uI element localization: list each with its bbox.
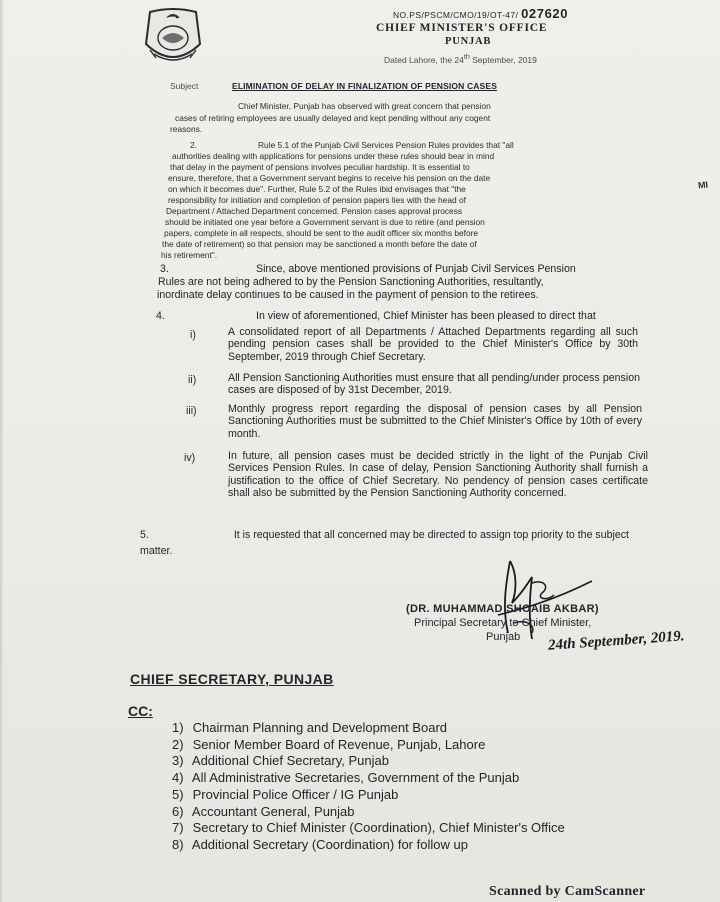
signatory-designation: Principal Secretary to Chief Minister, bbox=[414, 617, 592, 629]
province-name: PUNJAB bbox=[445, 36, 492, 47]
list-item: 3) Additional Chief Secretary, Punjab bbox=[172, 753, 389, 769]
para1-line3: reasons. bbox=[170, 124, 203, 134]
addressee: CHIEF SECRETARY, PUNJAB bbox=[130, 671, 334, 687]
item-ii-text: All Pension Sanctioning Authorities must ensure that all pending/under process pension cases are disposed of by 31st December, 2019. bbox=[228, 372, 640, 397]
list-item: 7) Secretary to Chief Minister (Coordination), Chief Minister's Office bbox=[172, 820, 565, 836]
item-ii-number: ii) bbox=[188, 374, 197, 386]
punjab-emblem-logo bbox=[140, 8, 206, 68]
list-item: 1) Chairman Planning and Development Board bbox=[172, 720, 448, 735]
margin-note: MI bbox=[697, 179, 709, 191]
item-i-text: A consolidated report of all Departments / Attached Departments regarding all such pending pension cases shall be provided to the Chief Minister's Office by 30th September, 2019 through Chief Secretary. bbox=[228, 326, 638, 363]
list-item: 2) Senior Member Board of Revenue, Punjab, Lahore bbox=[172, 736, 486, 752]
para1-line1: Chief Minister, Punjab has observed with great concern that pension bbox=[238, 101, 491, 111]
cc-list bbox=[172, 720, 565, 854]
para2-number: 2. bbox=[190, 140, 197, 150]
item-iv-number: iv) bbox=[184, 452, 196, 464]
list-item: 6) Accountant General, Punjab bbox=[172, 803, 355, 819]
signatory-name: (DR. MUHAMMAD SHOAIB AKBAR) bbox=[406, 603, 599, 615]
para3-line: Since, above mentioned provisions of Punjab Civil Services Pension bbox=[256, 263, 576, 275]
list-item: 8) Additional Secretary (Coordination) for follow up bbox=[172, 836, 468, 852]
para2-line: that delay in the payment of pensions involves peculiar hardship. It is essential to bbox=[170, 162, 470, 172]
para5-text: It is requested that all concerned may be directed to assign top priority to the subject matter. bbox=[140, 529, 629, 557]
para2-line: ensure, therefore, that a Government servant begins to receive his pension on the date bbox=[168, 173, 491, 183]
signatory-place: Punjab bbox=[486, 631, 521, 643]
para2-line: Department / Attached Department concerned. Pension cases approval process bbox=[166, 206, 463, 216]
para2-line: authorities dealing with applications for pensions under these rules should bear in mind bbox=[172, 151, 495, 161]
para3-line: Rules are not being adhered to by the Pension Sanctioning Authorities, resultantly, bbox=[158, 276, 544, 288]
item-iii-number: iii) bbox=[186, 405, 197, 417]
item-iv-text: In future, all pension cases must be decided strictly in the light of the Punjab Civil Services Pension Rules. In case of delay, Pension Sanctioning Authority shall furnish a justification to the office of Chief Secretary. No pendency of pension cases certificate shall also be submitted by the Pension Sanctioning Authority concerned. bbox=[228, 450, 648, 500]
para3-line: inordinate delay continues to be caused in the payment of pension to the retirees. bbox=[157, 289, 539, 301]
list-item: 5) Provincial Police Officer / IG Punjab bbox=[172, 786, 399, 802]
subject-label: Subject bbox=[170, 81, 199, 91]
office-name: CHIEF MINISTER'S OFFICE bbox=[376, 22, 548, 34]
subject-title: ELIMINATION OF DELAY IN FINALIZATION OF PENSION CASES bbox=[232, 81, 498, 91]
para4-intro: In view of aforementioned, Chief Minister has been pleased to direct that bbox=[256, 310, 596, 322]
scan-edge bbox=[0, 0, 4, 902]
reference-number: NO.PS/PSCM/CMO/19/OT-47/ 027620 bbox=[393, 6, 569, 21]
para2-line: Rule 5.1 of the Punjab Civil Services Pension Rules provides that "all bbox=[258, 140, 514, 150]
para2-line: should be initiated one year before a Government servant is due to retire (and pension bbox=[165, 217, 485, 227]
list-item: 4) All Administrative Secretaries, Government of the Punjab bbox=[172, 770, 520, 786]
para2-line: papers, complete in all respects, should be sent to the audit officer six months before bbox=[164, 228, 479, 238]
item-iii-text: Monthly progress report regarding the disposal of pension cases by all Pension Sanctioning Authorities must be submitted to the Chief Minister's Office by 10th of every month. bbox=[228, 403, 642, 440]
scanner-watermark: Scanned by CamScanner bbox=[489, 884, 646, 899]
para2-line: the date of retirement) so that pension may be sanctioned a month before the date of bbox=[162, 239, 477, 249]
para2-line: responsibility for initiation and completion of pension papers lies with the head of bbox=[168, 195, 466, 205]
para1-line2: cases of retiring employees are usually delayed and kept pending without any cogent bbox=[175, 113, 491, 123]
date-line: Dated Lahore, the 24th September, 2019 bbox=[384, 53, 537, 65]
para2-line: on which it becomes due". Further, Rule 5.2 of the Rules ibid envisages that "the bbox=[168, 184, 466, 194]
para3-number: 3. bbox=[160, 263, 169, 275]
handwritten-date: 24th September, 2019. bbox=[547, 628, 686, 654]
para2-line: his retirement". bbox=[161, 250, 218, 260]
item-i-number: i) bbox=[190, 329, 196, 341]
cc-label: CC: bbox=[128, 703, 153, 719]
para4-number: 4. bbox=[156, 310, 165, 322]
para5-number: 5. bbox=[140, 529, 149, 541]
